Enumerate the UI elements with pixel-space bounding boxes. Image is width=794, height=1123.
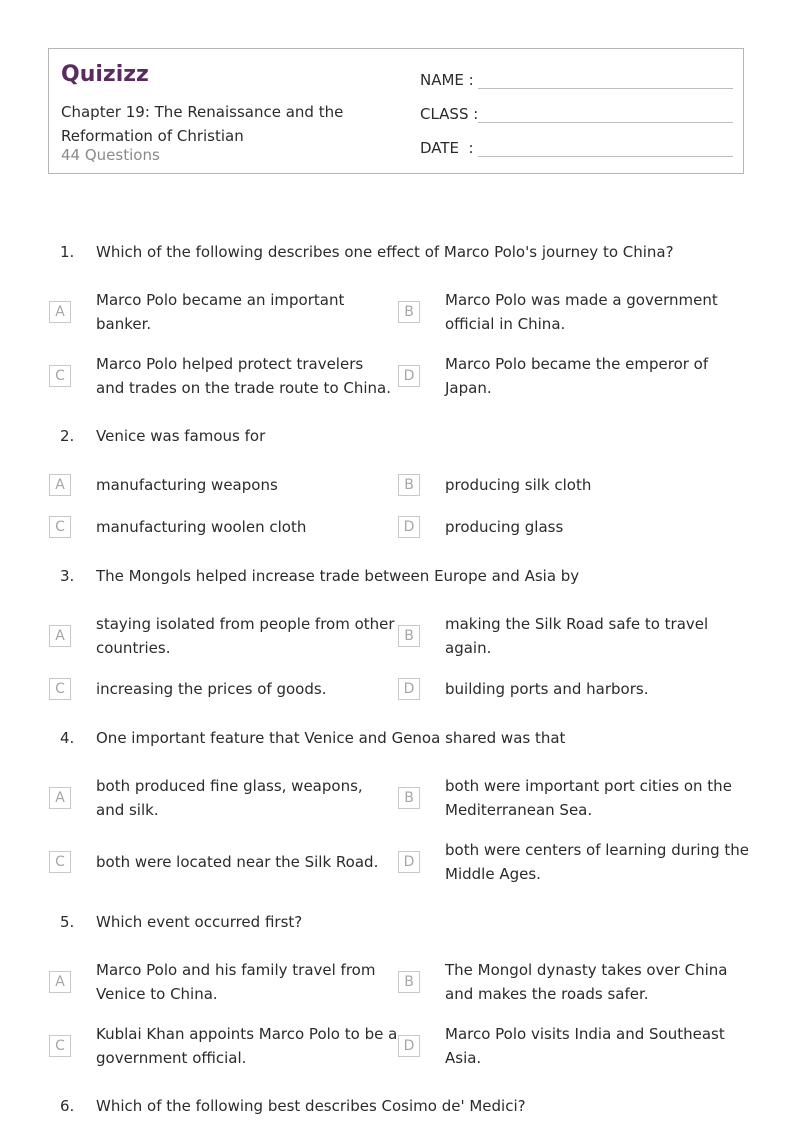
quizizz-logo-icon: [61, 61, 151, 85]
question-text: Venice was famous for: [96, 427, 266, 445]
option-text: Kublai Khan appoints Marco Polo to be a government official.: [96, 1025, 398, 1067]
date-line[interactable]: [478, 156, 733, 157]
worksheet-header: [48, 48, 744, 174]
option-text: Marco Polo and his family travel from Venice to China.: [96, 961, 376, 1003]
svg-text:Quizizz: Quizizz: [61, 62, 149, 85]
worksheet-title: Chapter 19: The Renaissance and the Reformation of Christian: [61, 103, 344, 145]
option-text: Marco Polo became an important banker.: [96, 291, 345, 333]
option-letter[interactable]: A: [49, 625, 71, 647]
option-letter[interactable]: A: [49, 787, 71, 809]
question-text: Which of the following describes one effect of Marco Polo's journey to China?: [96, 243, 674, 261]
name-field[interactable]: [420, 67, 476, 89]
name-label: NAME :: [420, 71, 474, 89]
option-text: manufacturing weapons: [96, 476, 278, 494]
option-letter[interactable]: B: [398, 301, 420, 323]
class-field[interactable]: [420, 101, 479, 123]
option-text: staying isolated from people from other countries.: [96, 615, 395, 657]
option-text: producing silk cloth: [445, 476, 592, 494]
question-text: Which event occurred first?: [96, 913, 303, 931]
option-letter[interactable]: C: [49, 516, 71, 538]
option-letter[interactable]: D: [398, 678, 420, 700]
question-number: 4.: [60, 729, 75, 747]
question-count: 44 Questions: [61, 146, 160, 164]
option-text: The Mongol dynasty takes over China and makes the roads safer.: [445, 961, 728, 1003]
date-field[interactable]: [420, 135, 476, 157]
option-letter[interactable]: B: [398, 625, 420, 647]
option-letter[interactable]: C: [49, 1035, 71, 1057]
option-letter[interactable]: B: [398, 787, 420, 809]
question-text: Which of the following best describes Cosimo de' Medici?: [96, 1097, 526, 1115]
option-letter[interactable]: D: [398, 516, 420, 538]
question-number: 2.: [60, 427, 75, 445]
option-text: both produced fine glass, weapons, and silk.: [96, 777, 363, 819]
question-text: The Mongols helped increase trade between Europe and Asia by: [96, 567, 580, 585]
option-letter[interactable]: B: [398, 971, 420, 993]
question-number: 3.: [60, 567, 75, 585]
option-text: Marco Polo became the emperor of Japan.: [445, 355, 709, 397]
option-letter[interactable]: B: [398, 474, 420, 496]
option-letter[interactable]: A: [49, 301, 71, 323]
question-number: 5.: [60, 913, 75, 931]
option-text: manufacturing woolen cloth: [96, 518, 307, 536]
class-line[interactable]: [478, 122, 733, 123]
option-letter[interactable]: A: [49, 971, 71, 993]
option-text: producing glass: [445, 518, 564, 536]
option-letter[interactable]: C: [49, 365, 71, 387]
option-text: Marco Polo visits India and Southeast Asia.: [445, 1025, 725, 1067]
name-line[interactable]: [478, 88, 733, 89]
option-letter[interactable]: C: [49, 678, 71, 700]
option-text: Marco Polo was made a government official in China.: [445, 291, 718, 333]
question-number: 1.: [60, 243, 75, 261]
date-label: DATE :: [420, 139, 474, 157]
option-letter[interactable]: C: [49, 851, 71, 873]
option-letter[interactable]: D: [398, 851, 420, 873]
question-number: 6.: [60, 1097, 75, 1115]
option-letter[interactable]: D: [398, 365, 420, 387]
class-label: CLASS :: [420, 105, 479, 123]
question-text: One important feature that Venice and Genoa shared was that: [96, 729, 566, 747]
option-text: both were important port cities on the Mediterranean Sea.: [445, 777, 732, 819]
option-text: both were located near the Silk Road.: [96, 853, 379, 871]
option-text: making the Silk Road safe to travel again.: [445, 615, 709, 657]
option-letter[interactable]: A: [49, 474, 71, 496]
option-text: building ports and harbors.: [445, 680, 649, 698]
option-text: increasing the prices of goods.: [96, 680, 327, 698]
option-text: Marco Polo helped protect travelers and trades on the trade route to China.: [96, 355, 391, 397]
option-text: both were centers of learning during the Middle Ages.: [445, 841, 749, 883]
quizizz-logo: [61, 59, 151, 87]
option-letter[interactable]: D: [398, 1035, 420, 1057]
